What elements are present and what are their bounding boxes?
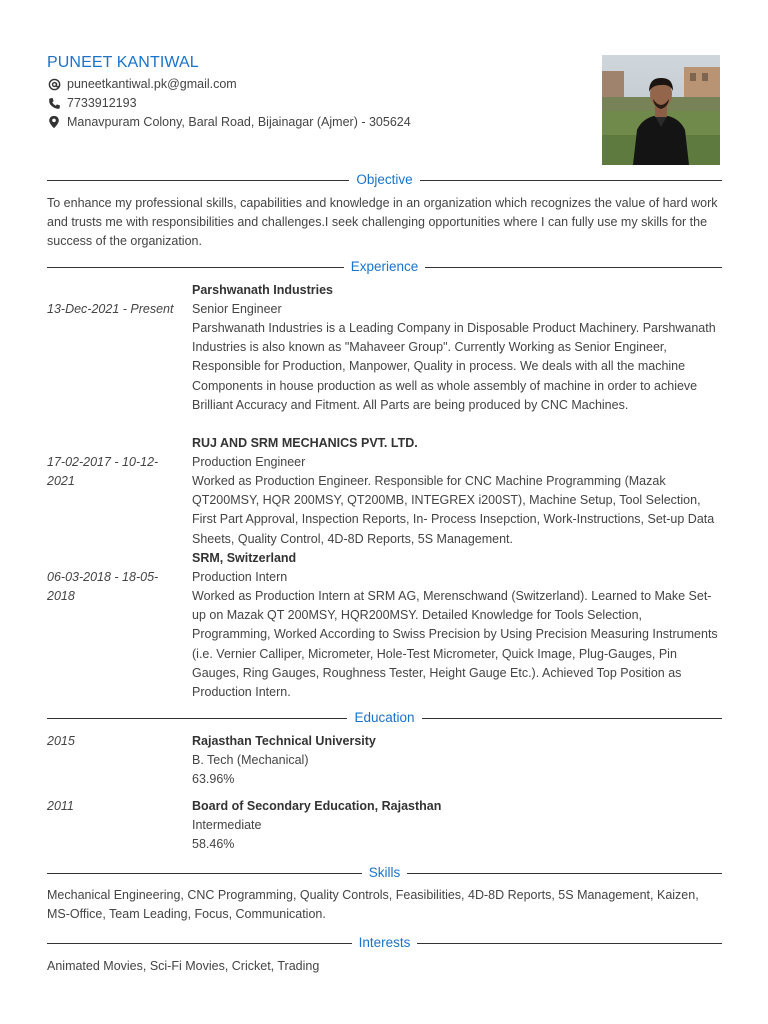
contact-address <box>47 115 411 129</box>
address-text: Manavpuram Colony, Baral Road, Bijainagar (Ajmer) - 305624 <box>67 115 411 129</box>
section-title: Experience <box>344 259 426 274</box>
job-title: Production Engineer <box>192 455 306 469</box>
degree: Intermediate <box>192 818 262 832</box>
company-name: Parshwanath Industries <box>192 283 334 297</box>
job-title: Production Intern <box>192 570 288 584</box>
email-text: puneetkantiwal.pk@gmail.com <box>67 77 237 91</box>
phone-icon <box>47 96 61 110</box>
section-title: Education <box>347 710 421 725</box>
objective-text: To enhance my professional skills, capabilities and knowledge in an organization which recognizes the value of hard work and trusts me with responsibilities and challenges.I seek challenging opportunities where I can fully use my skills for the success of the organization. <box>47 196 718 249</box>
institution-name: Board of Secondary Education, Rajasthan <box>192 799 442 813</box>
section-title: Objective <box>349 172 419 187</box>
interests-section-header <box>47 934 722 952</box>
education-year: 2011 <box>47 799 74 813</box>
location-pin-icon <box>47 115 61 129</box>
section-title: Skills <box>362 865 408 880</box>
contact-phone <box>47 96 137 110</box>
job-title: Senior Engineer <box>192 302 282 316</box>
skills-section-header <box>47 864 722 882</box>
degree: B. Tech (Mechanical) <box>192 753 309 767</box>
job-description: Worked as Production Engineer. Responsible for CNC Machine Programming (Mazak QT200MSY, HQR 200MSY, QT200MB, INTEGREX i200ST), Machine Setup, Tool Selection, First Part Approval, Inspection Reports, In- Process Insepction, Work-Instructions, Set-up Data Sheets, Quality Control, 4D-8D Reports, 5S Management. <box>192 474 715 546</box>
objective-section-header <box>47 171 722 189</box>
contact-email <box>47 77 237 91</box>
phone-text: 7733912193 <box>67 96 137 110</box>
company-name: RUJ AND SRM MECHANICS PVT. LTD. <box>192 436 418 450</box>
experience-date: 06-03-2018 - 18-05-2018 <box>47 570 159 604</box>
experience-date: 13-Dec-2021 - Present <box>47 302 174 316</box>
company-name: SRM, Switzerland <box>192 551 297 565</box>
at-sign-icon <box>47 77 61 91</box>
institution-name: Rajasthan Technical University <box>192 734 376 748</box>
candidate-name: PUNEET KANTIWAL <box>47 54 199 71</box>
score: 58.46% <box>192 837 235 851</box>
score: 63.96% <box>192 772 235 786</box>
interests-text: Animated Movies, Sci-Fi Movies, Cricket, Trading <box>47 959 320 973</box>
experience-section-header <box>47 258 722 276</box>
education-year: 2015 <box>47 734 75 748</box>
experience-date: 17-02-2017 - 10-12-2021 <box>47 455 159 489</box>
section-title: Interests <box>352 935 418 950</box>
education-section-header <box>47 709 722 727</box>
profile-photo <box>602 55 720 165</box>
skills-text: Mechanical Engineering, CNC Programming, Quality Controls, Feasibilities, 4D-8D Reports, 5S Management, Kaizen, MS-Office, Team Leading, Focus, Communication. <box>47 888 699 922</box>
job-description: Parshwanath Industries is a Leading Company in Disposable Product Machinery. Parshwanath Industries is also known as "Mahaveer Group". Currently Working as Senior Engineer, Responsible for Production, Manpower, Quality in process. We deals with all the machine Components in house production as well as whole assembly of machine in order to achieve Brilliant Accuracy and Fitment. All Parts are being produced by CNC Machines. <box>192 321 716 412</box>
job-description: Worked as Production Intern at SRM AG, Merenschwand (Switzerland). Learned to Make Set-up on Mazak QT 200MSY, HQR200MSY. Detailed Knowledge for Tools Selection, Programming, Worked According to Swiss Precision by Using Precision Measuring Instruments (i.e. Vernier Calliper, Micrometer, Hole-Test Micrometer, Quick Image, Plug-Gauges, Pin Gauges, Ring Gauges, Roughness Tester, Height Gauge Etc.). Achieved Top Position as Production Intern. <box>192 589 718 700</box>
